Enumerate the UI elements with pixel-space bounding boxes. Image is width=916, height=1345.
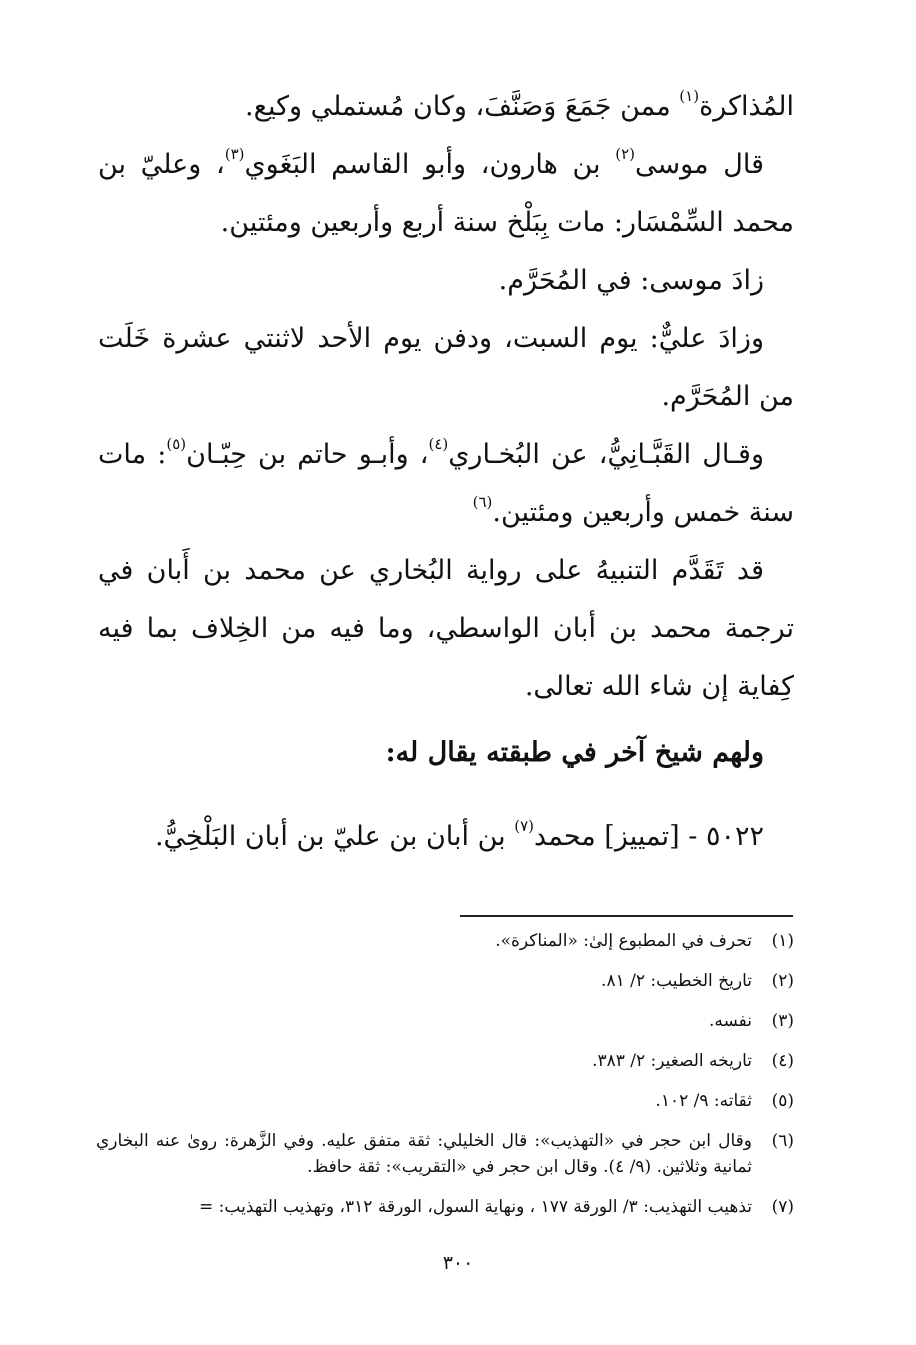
footnote-marker[interactable]: (٢) (615, 145, 636, 163)
entry-tag: [تمييز] (604, 821, 680, 852)
footnote-marker[interactable]: (٦) (472, 493, 493, 511)
footnote-7 (96, 1194, 794, 1220)
paragraph-3 (98, 252, 794, 310)
text-run: وزادَ عليٌّ: يوم السبت، ودفن يوم الأحد لاثنتي عشرة خَلَت من المُحَرَّم. (98, 323, 794, 412)
footnote-text: تحرف في المطبوع إلىٰ: «المناكرة». (495, 931, 752, 951)
footnotes (96, 928, 794, 1234)
footnote-text: وقال ابن حجر في «التهذيب»: قال الخليلي: ثقة متفق عليه. وفي الزَّهرة: روىٰ عنه البخاري ثمانية وثلاثين. (٩/ ٤). وقال ابن حجر في «التقريب»: ثقة حافظ. (96, 1131, 752, 1177)
text-run: : مات سنة خمس وأربعين ومئتين. (98, 439, 794, 528)
text-run: ، وعليّ بن محمد السِّمْسَار: مات بِبَلْخ سنة أربع وأربعين ومئتين. (98, 149, 794, 238)
text-run: قال موسى (635, 149, 764, 180)
paragraph-6 (98, 542, 794, 716)
footnote-5 (96, 1088, 794, 1114)
footnote-number: (٢) (771, 971, 794, 991)
text-run: بن هارون، وأبو القاسم البَغَوي (244, 149, 616, 180)
footnote-2 (96, 968, 794, 994)
footnote-text: نفسه. (708, 1011, 752, 1031)
footnote-marker[interactable]: (١) (679, 87, 700, 105)
main-text (98, 78, 794, 716)
entry-name: محمد (534, 821, 605, 852)
section-heading: ولهم شيخ آخر في طبقته يقال له: (385, 737, 764, 768)
footnote-text: تاريخه الصغير: ٢/ ٣٨٣. (592, 1051, 752, 1071)
footnote-1 (96, 928, 794, 954)
footnote-marker[interactable]: (٤) (428, 435, 449, 453)
footnote-separator (460, 915, 793, 917)
footnote-number: (٣) (771, 1011, 794, 1031)
text-run: قد تَقَدَّم التنبيهُ على رواية البُخاري عن محمد بن أَبان في ترجمة محمد بن أبان الواسطي، وما فيه من الخِلاف بما فيه كِفاية إن شاء الله تعالى. (98, 555, 794, 702)
paragraph-1 (98, 78, 794, 136)
footnote-text: تذهيب التهذيب: ٣/ الورقة ١٧٧ ، ونهاية السول، الورقة ٣١٢، وتهذيب التهذيب: = (199, 1197, 752, 1217)
footnote-marker[interactable]: (٣) (224, 145, 245, 163)
text-run: ، وأبـو حاتم بن حِبّـان (186, 439, 429, 470)
entry-rest: بن أبان بن عليّ بن أبان البَلْخِيُّ. (154, 821, 515, 852)
footnote-3 (96, 1008, 794, 1034)
page-number: ٣٠٠ (442, 1252, 474, 1274)
paragraph-5 (98, 426, 794, 542)
footnote-text: تاريخ الخطيب: ٢/ ٨١. (601, 971, 752, 991)
entry-dash: - (679, 821, 706, 852)
text-run: ممن جَمَعَ وَصَنَّفَ، وكان مُستملي وكيع. (245, 91, 680, 122)
footnote-number: (٦) (771, 1131, 794, 1151)
entry-5022 (98, 808, 794, 866)
footnote-number: (١) (771, 931, 794, 951)
footnote-marker[interactable]: (٧) (514, 817, 535, 835)
footnote-text: ثقاته: ٩/ ١٠٢. (655, 1091, 752, 1111)
paragraph-2 (98, 136, 794, 252)
paragraph-4 (98, 310, 794, 426)
entry-number: ٥٠٢٢ (705, 821, 764, 852)
footnote-marker[interactable]: (٥) (166, 435, 187, 453)
text-run: المُذاكرة (699, 91, 794, 122)
text-run: وقـال القَبَّـانِيُّ، عن البُخـاري (448, 439, 764, 470)
footnote-4 (96, 1048, 794, 1074)
text-run: زادَ موسى: في المُحَرَّم. (498, 265, 764, 296)
footnote-number: (٤) (771, 1051, 794, 1071)
footnote-number: (٧) (771, 1197, 794, 1217)
footnote-6 (96, 1128, 794, 1180)
footnote-number: (٥) (771, 1091, 794, 1111)
